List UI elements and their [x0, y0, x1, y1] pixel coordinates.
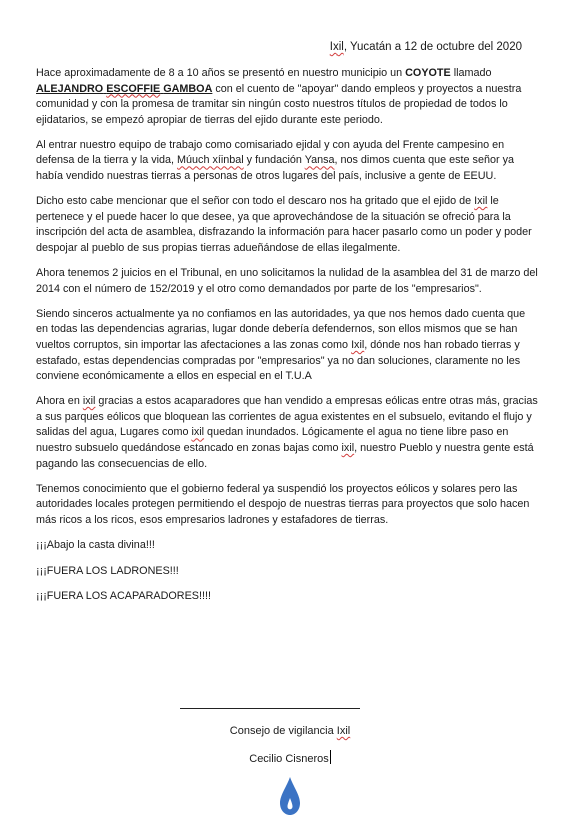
- signature-name: [0, 750, 580, 767]
- date-text: , Yucatán a 12 de octubre del 2020: [343, 41, 522, 53]
- slogan-1: ¡¡¡Abajo la casta divina!!!: [36, 538, 155, 551]
- slogan-3: ¡¡¡FUERA LOS ACAPARADORES!!!!: [36, 590, 211, 603]
- p2-text-a: Al entrar nuestro equipo de trabajo como comisariado ejidal y con ayuda del Frente campesino en defensa de la tierra y la vida,: [36, 138, 505, 167]
- p2-text-b: y fundación: [243, 154, 305, 167]
- accused-name-third: GAMBOA: [163, 82, 213, 95]
- council-place: Ixil: [336, 725, 351, 737]
- p2-text-c: , nos dimos cuenta que este señor ya había vendido nuestras tierras a personas de otros lugares del país, inclusive a gente de EEUU.: [36, 154, 514, 183]
- signer-name: Cecilio Cisneros: [249, 753, 329, 765]
- p1-text-c: con el cuento de "apoyar" dando empleos y proyectos a nuestra comunidad y con la promesa de tramitar sin ningún costo nuestros títulos de propiedad de todos lo ejidatarios, se empezó apropiar de tierras del ejido durante este periodo.: [36, 82, 522, 126]
- p5-text-b: , dónde nos han robado tierras y estafado, estas dependencias compradas por "empresarios" ya no dan soluciones, claramente no les conviene económicamente a ellos en especial en el T.U.A: [36, 338, 521, 383]
- place-ixil: ixil: [341, 441, 355, 454]
- accused-name-first: ALEJANDRO: [36, 82, 104, 95]
- p6-text-a: Ahora en: [36, 395, 83, 408]
- place-ixil: ixil: [82, 395, 96, 408]
- paragraph-2: [36, 138, 540, 185]
- p3-text-b: le pertenece y el puede hacer lo que desee, ya que aprovechándose de la situación se ofreció para la inscripción del acta de asamblea, disfrazando la información para hacer pasarlo como un poder y poder despojar al pueblo de sus propias tierras adueñándose de ellas ilegalmente.: [36, 195, 532, 254]
- p5-text-a: Siendo sinceros actualmente ya no confiamos en las autoridades, ya que nos hemos dado cuenta que en todas las dependencias agrarias, lugar donde debería defendernos, son ellos mismos que se han vueltos corruptos, sin importar las afectaciones a las zonas como: [36, 307, 526, 351]
- water-drop-icon: [278, 776, 302, 816]
- accused-name-second: ESCOFFIE: [106, 82, 161, 95]
- paragraph-3: [36, 194, 540, 256]
- date-line: [330, 40, 522, 55]
- place-ixil: Ixil: [474, 195, 488, 208]
- paragraph-6: [36, 394, 540, 472]
- place-name: Ixil: [329, 41, 344, 53]
- paragraph-1: [36, 66, 540, 128]
- letter-body: [36, 66, 540, 615]
- p1-text-a: Hace aproximadamente de 8 a 10 años se presentó en nuestro municipio un: [36, 67, 406, 79]
- place-ixil: Ixil: [351, 338, 365, 351]
- p3-text-a: Dicho esto cabe mencionar que el señor con todo el descaro nos ha gritado que el ejido de: [36, 195, 475, 208]
- p1-text-b: llamado: [450, 67, 492, 79]
- slogan-2: ¡¡¡FUERA LOS LADRONES!!!: [36, 564, 179, 577]
- text-cursor: [330, 750, 331, 764]
- paragraph-4: Ahora tenemos 2 juicios en el Tribunal, en uno solicitamos la nulidad de la asamblea del 31 de marzo del 2014 con el número de 152/2019 y el otro como demandados por parte de los "empresarios".: [36, 267, 538, 295]
- org-yansa: Yansa: [304, 154, 335, 167]
- place-ixil: ixil: [191, 426, 205, 439]
- signature-council: [0, 724, 580, 739]
- org-muuch-xiinbal: Múuch xíinbal: [177, 154, 244, 167]
- coyote-word: COYOTE: [405, 67, 451, 79]
- p6-text-d: , nuestro Pueblo y nuestra gente está pagando las consecuencias de ello.: [36, 441, 534, 470]
- p6-text-c: quedan inundados. Lógicamente el agua no tiene libre paso en nuestro subsuelo quedándose estancado en zonas bajas como: [36, 426, 509, 454]
- council-text: Consejo de vigilancia: [229, 725, 337, 737]
- p6-text-b: gracias a estos acaparadores que han vendido a empresas eólicas entre otras más, gracias a sus parques eólicos que bloquean las corrientes de agua existentes en el subsuelo, evitando el flujo y salidas del agua, Lugares como: [36, 395, 538, 439]
- accused-name: [36, 83, 212, 95]
- signature-line: [180, 708, 360, 709]
- paragraph-7: Tenemos conocimiento que el gobierno federal ya suspendió los proyectos eólicos y solares pero las autoridades locales protegen permitiendo el despojo de nuestras tierras para proyectos que solo hacen más ricos a los ricos, esos empresarios ladrones y estafadores de tierras.: [36, 482, 530, 526]
- paragraph-5: [36, 307, 540, 385]
